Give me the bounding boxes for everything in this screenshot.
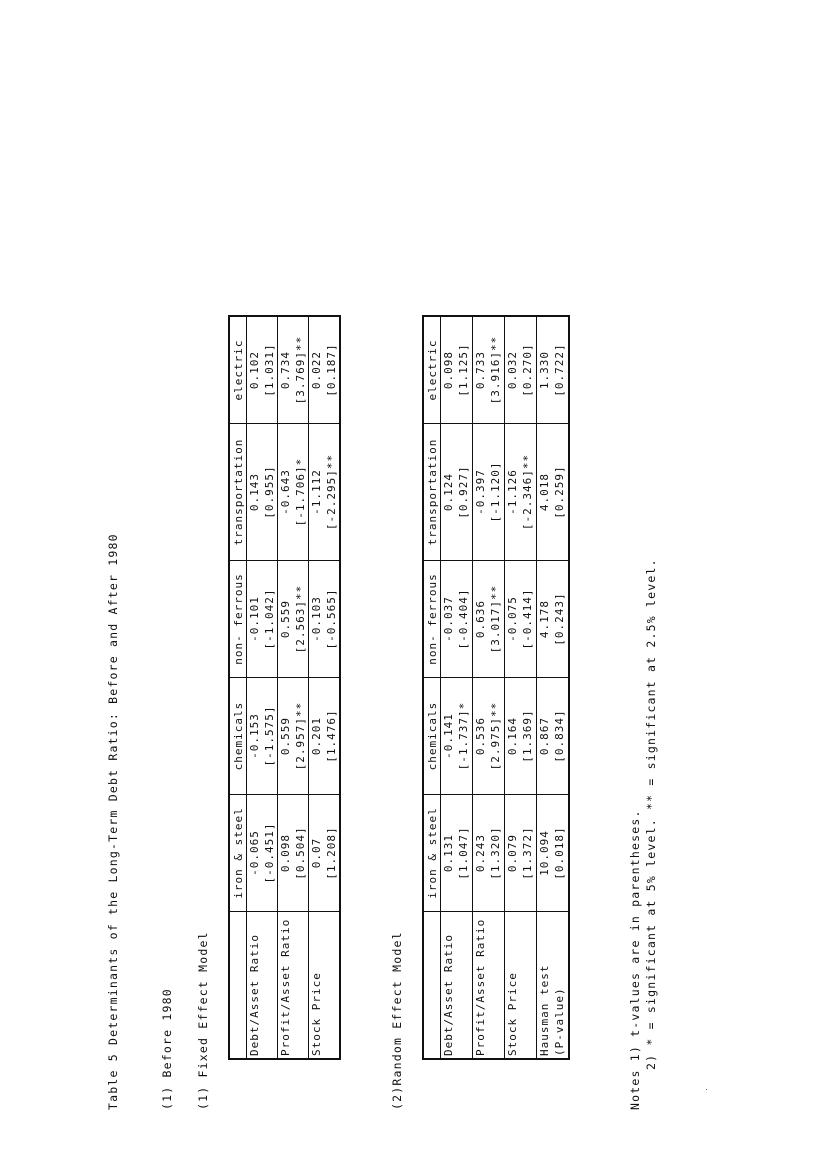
coefficient: -0.075 [506,596,519,642]
t-value: [3.916]** [489,335,502,405]
column-header: chemicals [423,678,441,795]
t-value: [2.975]** [489,701,502,771]
coefficient: 0.022 [310,350,323,390]
t-value: [1.031] [263,343,276,397]
table-cell [278,795,309,912]
t-value: [1.369] [521,709,534,763]
t-value: [-0.451] [263,822,276,884]
coefficient: 0.143 [248,472,261,512]
t-value: [-0.404] [457,588,470,650]
t-value: [0.834] [553,709,566,763]
coefficient: -0.153 [248,713,261,759]
t-value: [-1.575] [263,705,276,767]
table-cell [505,316,537,424]
coefficient: 0.867 [538,716,551,756]
table-row [505,316,537,1059]
column-header: iron & steel [423,795,441,912]
row-label: Profit/Asset Ratio [278,912,309,1060]
table-cell [247,678,278,795]
scan-speck [706,1089,707,1090]
table-cell [473,561,505,678]
t-value: [1.476] [325,709,338,763]
table-cell [537,561,570,678]
notes-line-1: Notes 1) t-values are in parentheses. [628,809,642,1110]
t-value: [-1.706]* [294,457,307,527]
table-cell [309,316,341,424]
coefficient: 0.201 [310,716,323,756]
fixed-model-heading: (1) Fixed Effect Model [196,931,210,1110]
table-cell [441,678,473,795]
t-value: [0.187] [325,343,338,397]
random-model-heading: (2)Random Effect Model [390,931,404,1110]
coefficient: -0.643 [279,469,292,515]
table-cell [278,424,309,561]
table-row [247,316,278,1059]
t-value: [1.320] [489,826,502,880]
table-row [278,316,309,1059]
table-cell [441,316,473,424]
coefficient: 0.536 [474,716,487,756]
row-label: Stock Price [309,912,341,1060]
table-row [309,316,341,1059]
t-value: [3.769]** [294,335,307,405]
t-value: [3.017]** [489,584,502,654]
t-value: [-2.346]** [521,453,534,531]
row-label [537,912,570,1060]
table-row [537,316,570,1059]
t-value: [1.372] [521,826,534,880]
coefficient: 0.07 [310,837,323,869]
t-value: [-1.120] [489,461,502,523]
table-cell [247,424,278,561]
table-cell [278,678,309,795]
t-value: [-2.295]** [325,453,338,531]
table-cell [247,561,278,678]
table-title: Table 5 Determinants of the Long-Term Debt Ratio: Before and After 1980 [106,533,120,1110]
row-label-line: Hausman test [538,964,551,1056]
table-cell [441,424,473,561]
t-value: [2.563]** [294,584,307,654]
t-value: [-0.414] [521,588,534,650]
coefficient: -0.037 [442,596,455,642]
table-cell [537,316,570,424]
t-value: [0.018] [553,826,566,880]
t-value: [1.208] [325,826,338,880]
table-cell [473,795,505,912]
table-cell [505,424,537,561]
table-header-row [423,316,441,1059]
table-cell [278,561,309,678]
column-header: chemicals [229,678,247,795]
t-value: [-1.737]* [457,701,470,771]
coefficient: 4.178 [538,599,551,639]
table-cell [537,795,570,912]
coefficient: -0.101 [248,596,261,642]
random-effect-table [422,315,570,1060]
column-header: transportation [423,424,441,561]
coefficient: 0.079 [506,833,519,873]
t-value: [0.722] [553,343,566,397]
column-header: iron & steel [229,795,247,912]
table-cell [309,678,341,795]
row-label: Debt/Asset Ratio [247,912,278,1060]
column-header: electric [423,316,441,424]
coefficient: 0.098 [279,833,292,873]
coefficient: -0.397 [474,469,487,515]
table-cell [247,795,278,912]
fixed-effect-table [228,315,341,1060]
coefficient: 0.559 [279,599,292,639]
column-header: non- ferrous [229,561,247,678]
row-label-line: (P-value) [553,987,566,1056]
coefficient: -1.112 [310,469,323,515]
column-header [423,912,441,1060]
coefficient: 0.098 [442,350,455,390]
table-cell [505,795,537,912]
coefficient: 0.636 [474,599,487,639]
coefficient: 0.559 [279,716,292,756]
table-cell [505,678,537,795]
period-heading: (1) Before 1980 [160,988,174,1110]
table-cell [441,561,473,678]
coefficient: 0.131 [442,833,455,873]
row-label: Stock Price [505,912,537,1060]
t-value: [0.243] [553,592,566,646]
table-cell [309,561,341,678]
table-cell [473,316,505,424]
coefficient: -0.103 [310,596,323,642]
t-value: [2.957]** [294,701,307,771]
table-row [441,316,473,1059]
table-cell [473,678,505,795]
t-value: [0.927] [457,465,470,519]
coefficient: 0.102 [248,350,261,390]
coefficient: 1.330 [538,350,551,390]
coefficient: -0.065 [248,830,261,876]
t-value: [-1.042] [263,588,276,650]
t-value: [0.955] [263,465,276,519]
column-header: non- ferrous [423,561,441,678]
coefficient: 0.243 [474,833,487,873]
table-cell [309,795,341,912]
t-value: [0.270] [521,343,534,397]
table-cell [505,561,537,678]
coefficient: 4.018 [538,472,551,512]
table-cell [247,316,278,424]
coefficient: 10.094 [538,830,551,876]
row-label: Profit/Asset Ratio [473,912,505,1060]
coefficient: 0.164 [506,716,519,756]
column-header [229,912,247,1060]
table-cell [537,678,570,795]
coefficient: 0.124 [442,472,455,512]
notes-line-2: 2) * = significant at 5% level. ** = significant at 2.5% level. [644,558,658,1070]
table-cell [278,316,309,424]
t-value: [1.047] [457,826,470,880]
coefficient: 0.734 [279,350,292,390]
table-cell [473,424,505,561]
table-header-row [229,316,247,1059]
column-header: electric [229,316,247,424]
table-cell [309,424,341,561]
t-value: [1.125] [457,343,470,397]
table-cell [537,424,570,561]
t-value: [0.259] [553,465,566,519]
table-row [473,316,505,1059]
column-header: transportation [229,424,247,561]
table-cell [441,795,473,912]
coefficient: -1.126 [506,469,519,515]
t-value: [-0.565] [325,588,338,650]
coefficient: 0.032 [506,350,519,390]
coefficient: 0.733 [474,350,487,390]
coefficient: -0.141 [442,713,455,759]
row-label: Debt/Asset Ratio [441,912,473,1060]
t-value: [0.504] [294,826,307,880]
